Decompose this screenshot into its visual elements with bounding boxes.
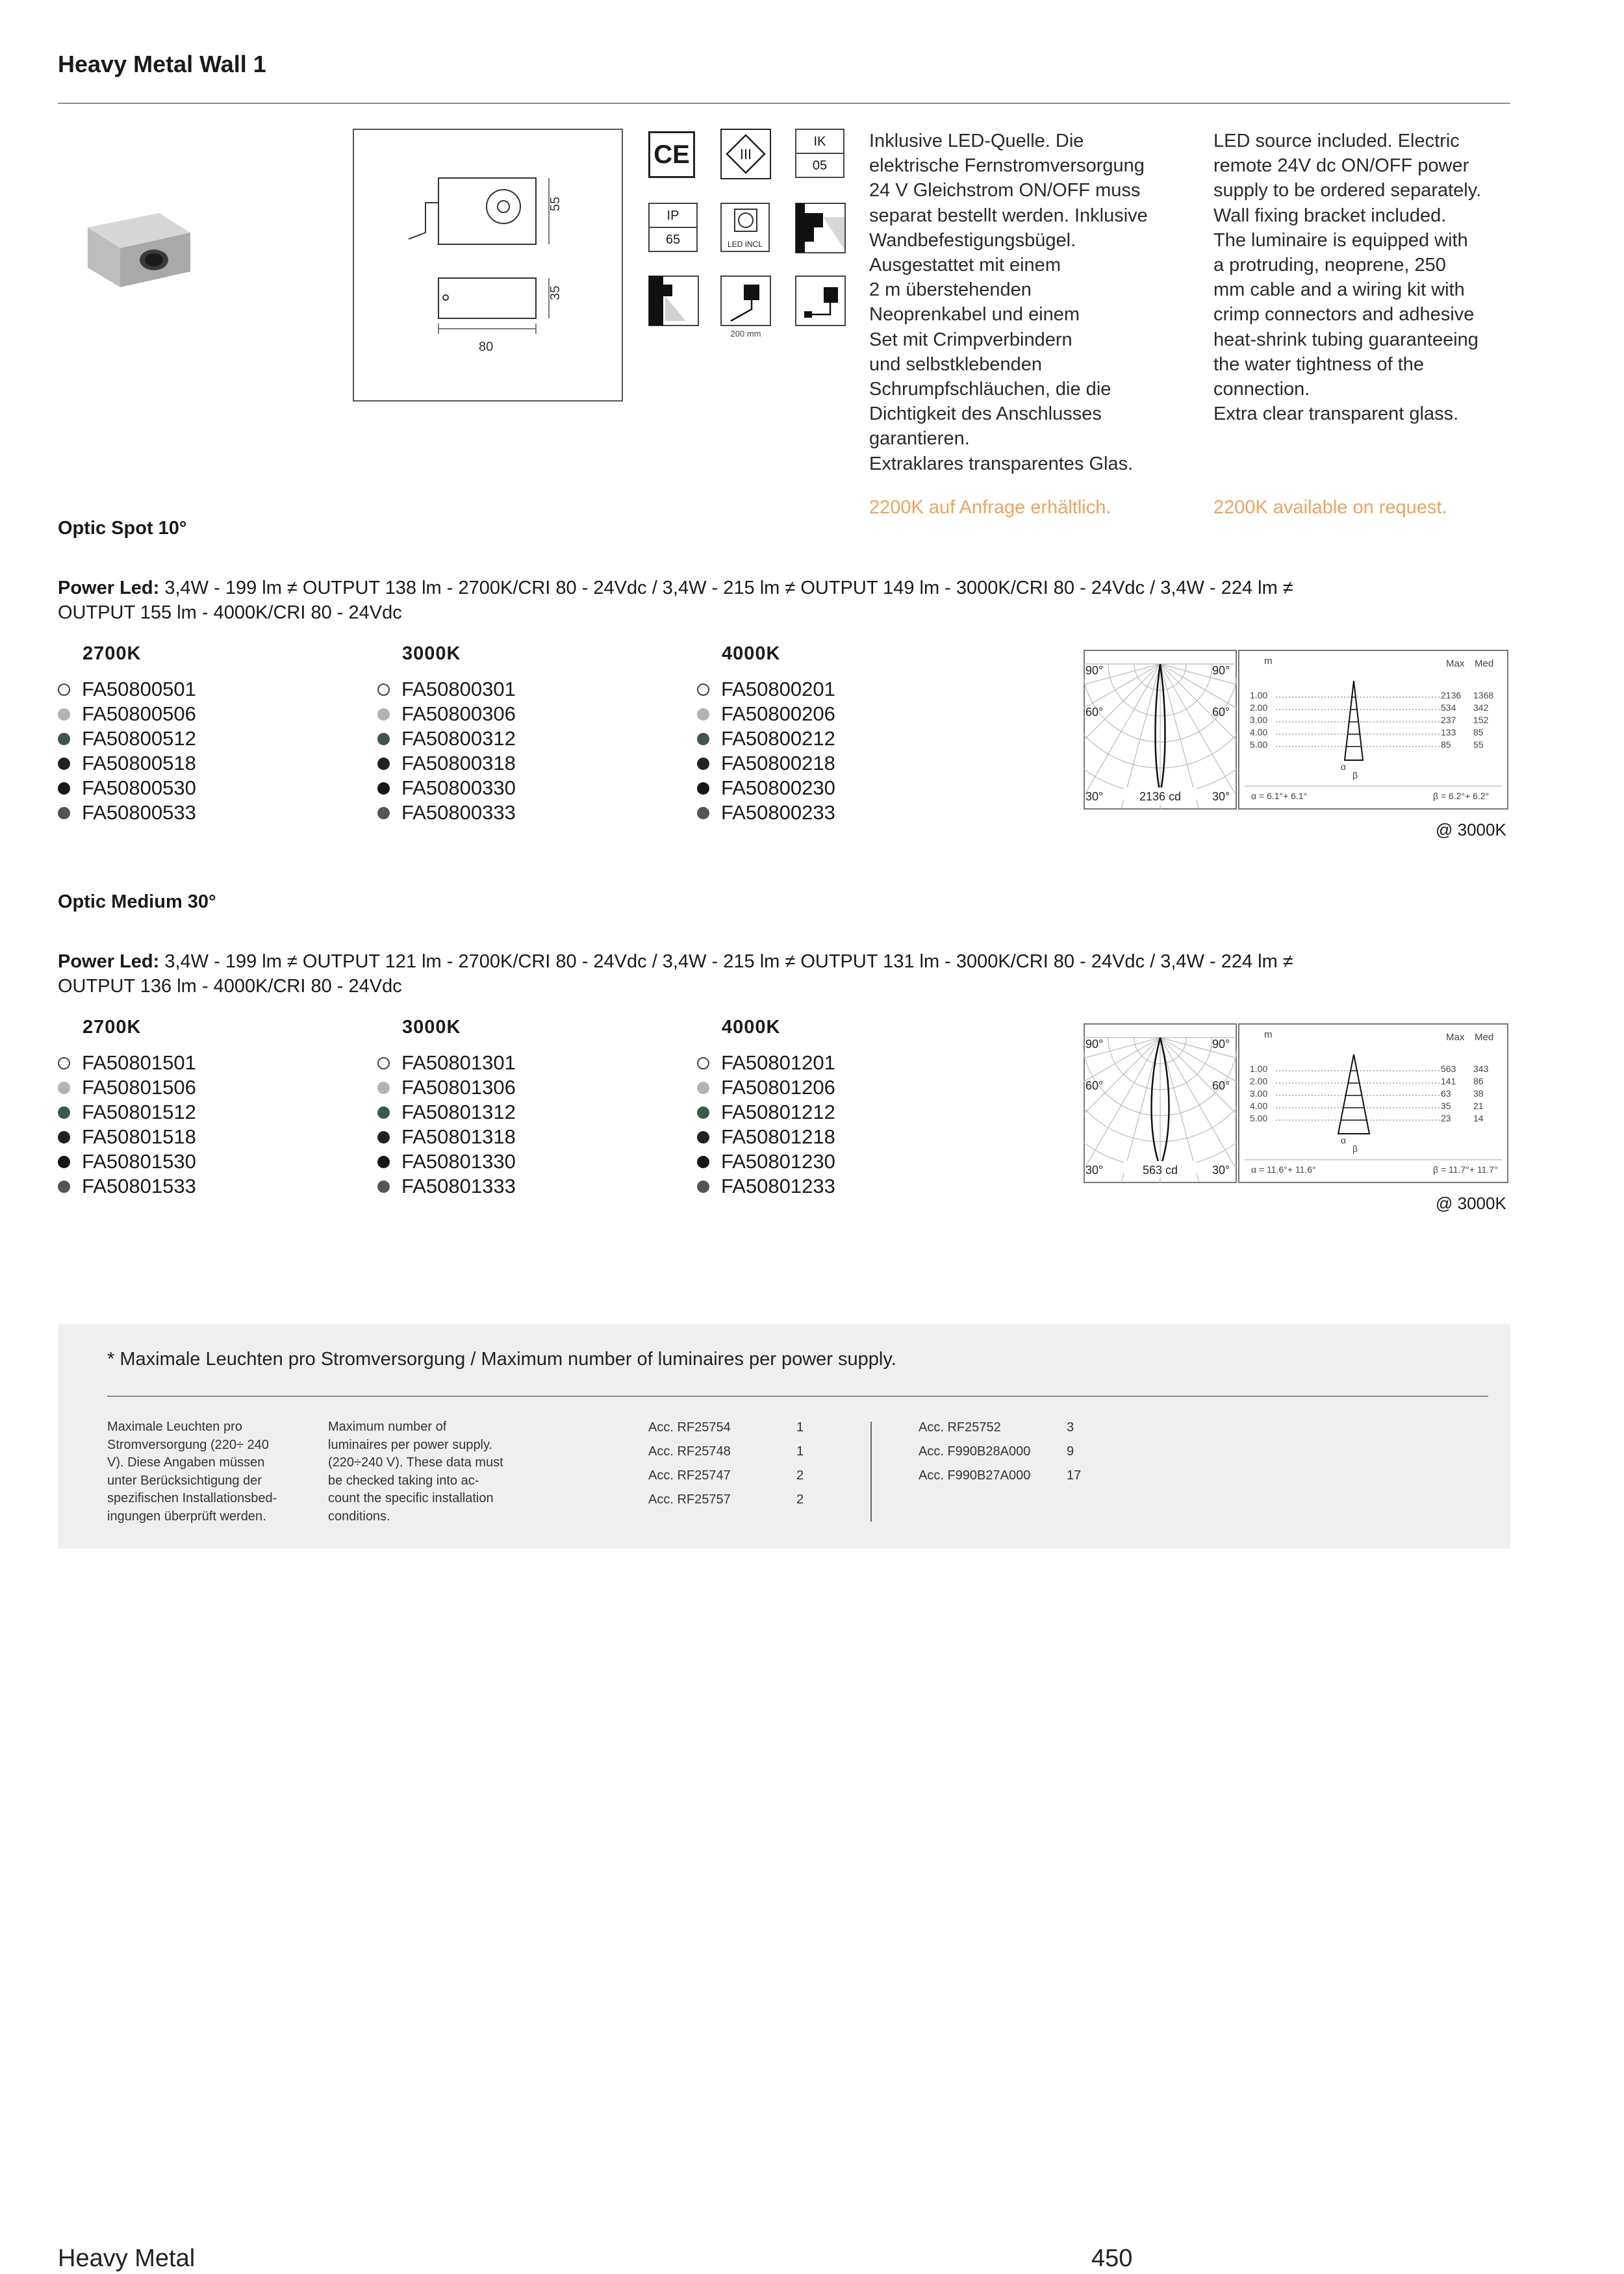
finish-color-dot	[697, 733, 709, 745]
table-frame	[1239, 650, 1508, 809]
ce-mark-icon	[648, 131, 695, 178]
finish-color-dot	[377, 758, 390, 770]
article-code: FA50800530	[82, 776, 196, 799]
power-led-label: Power Led:	[58, 951, 160, 972]
article-code-row	[58, 776, 196, 800]
article-code-row	[58, 1075, 196, 1100]
accessory-quantity: 1	[796, 1444, 804, 1459]
power-led-spec-cont: OUTPUT 155 lm - 4000K/CRI 80 - 24Vdc	[58, 602, 402, 623]
article-code: FA50800333	[401, 801, 516, 824]
finish-color-dot	[58, 1057, 70, 1069]
ik-rating-icon	[795, 129, 844, 178]
finish-color-dot	[697, 1082, 709, 1094]
angle-90-left-label: 90°	[1085, 1038, 1104, 1051]
article-code-row	[377, 702, 516, 726]
text-line: Set mit Crimpverbindern	[869, 329, 1072, 350]
article-code-row	[377, 1051, 516, 1075]
angle-90-right-label: 90°	[1212, 1038, 1230, 1051]
color-temp-heading: 4000K	[722, 643, 781, 664]
text-line: conditions.	[328, 1509, 390, 1524]
text-line: a protruding, neoprene, 250	[1213, 255, 1446, 276]
finish-color-dot	[697, 1057, 709, 1069]
alpha-angle: α = 6.1°+ 6.1°	[1251, 791, 1308, 801]
article-code-row	[58, 751, 196, 776]
finish-color-dot	[58, 1181, 70, 1193]
text-line: The luminaire is equipped with	[1213, 229, 1468, 251]
med-value: 152	[1473, 715, 1489, 725]
article-code: FA50801306	[401, 1076, 516, 1099]
text-line: ingungen überprüft werden.	[107, 1509, 266, 1524]
max-head: Max	[1446, 658, 1465, 669]
text-line: Wandbefestigungsbügel.	[869, 229, 1076, 251]
section-title: Optic Medium 30°	[58, 891, 216, 912]
text-line: V). Diese Angaben müssen	[107, 1455, 265, 1470]
accessory-list-right	[919, 1420, 1081, 1492]
text-line: Neoprenkabel und einem	[869, 304, 1080, 326]
max-value: 237	[1441, 715, 1456, 725]
power-led-line	[58, 949, 1506, 999]
max-value: 35	[1441, 1101, 1451, 1111]
finish-color-dot	[58, 807, 70, 819]
distance-value: 2.00	[1250, 1076, 1268, 1086]
distance-value: 5.00	[1250, 739, 1268, 750]
finish-color-dot	[58, 1131, 70, 1143]
finish-color-dot	[58, 733, 70, 745]
article-code-list	[58, 677, 196, 825]
color-temp-heading: 2700K	[82, 1017, 142, 1038]
power-led-spec: 3,4W - 199 lm ≠ OUTPUT 138 lm - 2700K/CRI 80 - 24Vdc / 3,4W - 215 lm ≠ OUTPUT 149 lm - 3000K/CRI 80 - 24Vdc / 3,4W - 224 lm ≠	[159, 578, 1293, 598]
max-value: 23	[1441, 1113, 1451, 1123]
article-code: FA50801330	[401, 1150, 516, 1173]
article-code-list	[377, 677, 516, 825]
article-code-row	[697, 776, 835, 800]
article-code: FA50801518	[82, 1125, 196, 1148]
distance-value: 4.00	[1250, 727, 1268, 737]
dim-width: 80	[479, 340, 494, 354]
max-value: 563	[1441, 1064, 1456, 1074]
cable-connection-icon	[795, 275, 846, 326]
med-value: 55	[1473, 739, 1484, 750]
accessory-list-left	[648, 1420, 804, 1516]
accessory-code: Acc. RF25747	[648, 1468, 731, 1483]
med-value: 86	[1473, 1076, 1484, 1086]
article-code-row	[697, 800, 835, 825]
text-line: garantieren.	[869, 428, 970, 450]
finish-color-dot	[58, 1082, 70, 1094]
finish-color-dot	[697, 758, 709, 770]
article-code-row	[377, 677, 516, 702]
accessory-quantity: 2	[796, 1492, 804, 1507]
finish-color-dot	[58, 1156, 70, 1168]
angle-60-right-label: 60°	[1212, 1079, 1230, 1092]
accessory-row	[648, 1420, 804, 1444]
article-code: FA50801218	[721, 1125, 835, 1148]
article-code-row	[58, 726, 196, 751]
distance-value: 3.00	[1250, 1088, 1268, 1099]
accessory-row	[648, 1492, 804, 1516]
article-code: FA50801201	[721, 1051, 835, 1074]
article-code: FA50801233	[721, 1175, 835, 1197]
accessory-quantity: 17	[1067, 1468, 1082, 1483]
angle-60-left-label: 60°	[1085, 706, 1104, 719]
angle-90-left-label: 90°	[1085, 664, 1104, 677]
led-included-icon	[720, 203, 770, 252]
text-line: spezifischen Installationsbed-	[107, 1491, 277, 1505]
led-incl-label: LED INCL	[727, 240, 763, 249]
power-supply-heading: * Maximale Leuchten pro Stromversorgung / Maximum number of luminaires per power supply.	[107, 1349, 896, 1370]
color-temp-heading: 3000K	[402, 643, 461, 664]
article-code: FA50801506	[82, 1076, 196, 1099]
finish-color-dot	[58, 708, 70, 721]
text-line: Maximum number of	[328, 1420, 447, 1434]
accessory-row	[919, 1420, 1081, 1444]
power-supply-note-en	[328, 1418, 536, 1526]
illuminance-table	[1238, 1023, 1508, 1183]
finish-color-dot	[697, 1181, 709, 1193]
article-code-row	[58, 1149, 196, 1174]
finish-color-dot	[377, 1131, 390, 1143]
alpha-angle: α = 11.6°+ 11.6°	[1251, 1164, 1316, 1175]
article-code-row	[697, 702, 835, 726]
article-code-row	[377, 726, 516, 751]
finish-color-dot	[377, 807, 390, 819]
article-code-row	[58, 800, 196, 825]
article-code-list	[377, 1051, 516, 1199]
technical-drawing	[353, 129, 623, 402]
header-divider	[58, 103, 1510, 104]
article-code-row	[377, 1100, 516, 1125]
finish-color-dot	[697, 807, 709, 819]
article-code-row	[377, 751, 516, 776]
finish-color-dot	[697, 1131, 709, 1143]
text-line: the water tightness of the	[1213, 353, 1425, 375]
alpha-symbol: α	[1341, 761, 1347, 772]
article-code-row	[58, 1100, 196, 1125]
article-code-row	[58, 702, 196, 726]
description-de	[869, 129, 1194, 476]
article-code: FA50800518	[82, 752, 196, 774]
text-line: luminaires per power supply.	[328, 1437, 493, 1452]
class-iii-icon	[720, 129, 771, 179]
max-value: 133	[1441, 727, 1456, 737]
article-code-row	[697, 726, 835, 751]
article-code-row	[697, 1051, 835, 1075]
distance-value: 5.00	[1250, 1113, 1268, 1123]
distance-value: 1.00	[1250, 1064, 1268, 1074]
article-code: FA50801530	[82, 1150, 196, 1173]
med-value: 38	[1473, 1088, 1484, 1099]
finish-color-dot	[377, 1181, 390, 1193]
text-line: heat-shrink tubing guaranteeing	[1213, 329, 1478, 350]
dim-height-top: 55	[548, 196, 563, 211]
polar-diagram	[1084, 1023, 1237, 1183]
peak-intensity-label: 563 cd	[1142, 1164, 1178, 1177]
text-line: LED source included. Electric	[1213, 131, 1460, 151]
angle-30-left-label: 30°	[1085, 1164, 1104, 1177]
angle-60-right-label: 60°	[1212, 706, 1230, 719]
accessory-quantity: 3	[1067, 1420, 1074, 1435]
distance-value: 3.00	[1250, 715, 1268, 725]
article-code: FA50801312	[401, 1101, 516, 1123]
finish-color-dot	[697, 782, 709, 795]
ip-rating-icon	[648, 203, 698, 252]
article-code: FA50800306	[401, 702, 516, 725]
led-chip-icon	[722, 204, 768, 238]
article-code-row	[377, 800, 516, 825]
finish-color-dot	[377, 1057, 390, 1069]
text-line: connection.	[1213, 379, 1310, 400]
power-led-spec-cont: OUTPUT 136 lm - 4000K/CRI 80 - 24Vdc	[58, 976, 402, 997]
text-line: Extra clear transparent glass.	[1213, 403, 1459, 425]
finish-color-dot	[377, 1106, 390, 1119]
article-code: FA50800312	[401, 727, 516, 750]
article-code-row	[697, 677, 835, 702]
article-code-row	[58, 1174, 196, 1199]
max-value: 63	[1441, 1088, 1451, 1099]
reference-temp-label: @ 3000K	[1436, 820, 1506, 839]
article-code: FA50800218	[721, 752, 835, 774]
accessory-code: Acc. RF25748	[648, 1444, 731, 1459]
accessory-row	[919, 1468, 1081, 1492]
text-line: Ausgestattet mit einem	[869, 255, 1061, 276]
article-code: FA50801501	[82, 1051, 196, 1074]
article-code-row	[58, 1125, 196, 1149]
finish-color-dot	[377, 782, 390, 795]
panel-divider	[107, 1396, 1488, 1397]
alpha-symbol: α	[1341, 1135, 1347, 1145]
page-title: Heavy Metal Wall 1	[58, 51, 266, 77]
finish-color-dot	[377, 683, 390, 696]
article-code-row	[697, 1125, 835, 1149]
med-value: 85	[1473, 727, 1484, 737]
text-line: und selbstklebenden	[869, 353, 1043, 375]
text-line: mm cable and a wiring kit with	[1213, 279, 1465, 301]
article-code-list	[697, 677, 835, 825]
accessory-code: Acc. RF25757	[648, 1492, 731, 1507]
article-code: FA50800212	[721, 727, 835, 750]
article-code: FA50801333	[401, 1175, 516, 1197]
article-code: FA50801512	[82, 1101, 196, 1123]
section-title: Optic Spot 10°	[58, 518, 187, 539]
text-line: remote 24V dc ON/OFF power	[1213, 155, 1469, 177]
color-temp-heading: 3000K	[402, 1017, 461, 1038]
med-head: Med	[1475, 658, 1494, 669]
power-led-spec: 3,4W - 199 lm ≠ OUTPUT 121 lm - 2700K/CRI 80 - 24Vdc / 3,4W - 215 lm ≠ OUTPUT 131 lm - 3000K/CRI 80 - 24Vdc / 3,4W - 224 lm ≠	[159, 951, 1293, 972]
article-code-row	[377, 1149, 516, 1174]
angle-90-right-label: 90°	[1212, 664, 1230, 677]
distance-value: 2.00	[1250, 702, 1268, 713]
accessory-row	[919, 1444, 1081, 1468]
article-code-row	[377, 1174, 516, 1199]
article-code: FA50801533	[82, 1175, 196, 1197]
power-supply-note-de	[107, 1418, 315, 1526]
power-led-line	[58, 576, 1506, 625]
article-code: FA50800330	[401, 776, 516, 799]
ip-value: 65	[665, 233, 681, 247]
article-code-row	[377, 1075, 516, 1100]
article-code: FA50801230	[721, 1150, 835, 1173]
finish-color-dot	[58, 1106, 70, 1119]
text-line: elektrische Fernstromversorgung	[869, 155, 1145, 177]
max-head: Max	[1446, 1032, 1465, 1043]
reference-temp-label: @ 3000K	[1436, 1194, 1506, 1213]
beta-symbol: β	[1352, 1143, 1358, 1154]
article-code-row	[377, 776, 516, 800]
ik-value: 05	[812, 159, 828, 173]
article-code-list	[58, 1051, 196, 1199]
page-number: 450	[1091, 2245, 1133, 2272]
accessory-code: Acc. F990B27A000	[919, 1468, 1031, 1483]
finish-color-dot	[58, 782, 70, 795]
finish-color-dot	[377, 733, 390, 745]
angle-30-right-label: 30°	[1212, 790, 1230, 803]
color-temp-heading: 4000K	[722, 1017, 781, 1038]
finish-color-dot	[697, 708, 709, 721]
article-code-row	[697, 751, 835, 776]
article-code: FA50800533	[82, 801, 196, 824]
accessory-code: Acc. F990B28A000	[919, 1444, 1031, 1459]
text-line: unter Berücksichtigung der	[107, 1473, 262, 1488]
polar-diagram	[1084, 650, 1237, 810]
med-value: 14	[1473, 1113, 1484, 1123]
med-value: 21	[1473, 1101, 1484, 1111]
article-code-row	[697, 1149, 835, 1174]
article-code: FA50800318	[401, 752, 516, 774]
cable-length-label: 200 mm	[730, 329, 761, 339]
med-value: 1368	[1473, 690, 1494, 700]
power-led-label: Power Led:	[58, 578, 160, 598]
article-code: FA50800512	[82, 727, 196, 750]
text-line: 24 V Gleichstrom ON/OFF muss	[869, 180, 1141, 201]
text-line: separat bestellt werden. Inklusive	[869, 205, 1148, 226]
accessory-row	[648, 1468, 804, 1492]
note-2200k-de: 2200K auf Anfrage erhältlich.	[869, 497, 1111, 518]
article-code-row	[697, 1100, 835, 1125]
article-code-row	[697, 1075, 835, 1100]
product-image	[81, 208, 195, 292]
distance-unit: m	[1264, 1029, 1273, 1040]
finish-color-dot	[58, 683, 70, 696]
table-frame	[1239, 1024, 1508, 1182]
beta-symbol: β	[1352, 770, 1358, 780]
angle-30-left-label: 30°	[1085, 790, 1104, 803]
text-line: Wall fixing bracket included.	[1213, 205, 1447, 226]
finish-color-dot	[697, 683, 709, 696]
illuminance-table	[1238, 650, 1508, 810]
text-line: Maximale Leuchten pro	[107, 1420, 242, 1434]
article-code-list	[697, 1051, 835, 1199]
article-code-row	[377, 1125, 516, 1149]
article-code: FA50801206	[721, 1076, 835, 1099]
finish-color-dot	[377, 1082, 390, 1094]
peak-intensity-label: 2136 cd	[1139, 790, 1182, 803]
accessory-code: Acc. RF25754	[648, 1420, 731, 1435]
max-value: 534	[1441, 702, 1456, 713]
beta-angle: β = 6.2°+ 6.2°	[1433, 791, 1490, 801]
cable-exit-icon	[720, 275, 771, 326]
light-distribution-icon	[648, 275, 699, 326]
article-code: FA50801212	[721, 1101, 835, 1123]
text-line: be checked taking into ac-	[328, 1473, 479, 1488]
text-line: Inklusive LED-Quelle. Die	[869, 131, 1084, 151]
ip-label: IP	[650, 204, 696, 228]
footer-section-name: Heavy Metal	[58, 2245, 196, 2272]
article-code: FA50800230	[721, 776, 835, 799]
article-code: FA50800301	[401, 678, 516, 700]
class-label: III	[739, 146, 752, 162]
med-value: 343	[1473, 1064, 1489, 1074]
text-line: (220÷240 V). These data must	[328, 1455, 503, 1470]
finish-color-dot	[377, 708, 390, 721]
finish-color-dot	[697, 1156, 709, 1168]
distance-value: 1.00	[1250, 690, 1268, 700]
article-code: FA50801318	[401, 1125, 516, 1148]
accessory-code: Acc. RF25752	[919, 1420, 1001, 1435]
description-en	[1213, 129, 1525, 426]
finish-color-dot	[58, 758, 70, 770]
text-line: Schrumpfschläuchen, die die	[869, 379, 1111, 400]
note-2200k-en: 2200K available on request.	[1213, 497, 1447, 518]
dim-height-bottom: 35	[548, 285, 563, 300]
distance-unit: m	[1264, 656, 1273, 667]
accessory-divider	[870, 1422, 872, 1522]
text-line: supply to be ordered separately.	[1213, 180, 1482, 201]
accessory-quantity: 1	[796, 1420, 804, 1435]
angle-60-left-label: 60°	[1085, 1079, 1104, 1092]
finish-color-dot	[697, 1106, 709, 1119]
ce-label: CE	[653, 140, 690, 169]
max-value: 141	[1441, 1076, 1456, 1086]
text-line: Dichtigkeit des Anschlusses	[869, 403, 1102, 425]
distance-value: 4.00	[1250, 1101, 1268, 1111]
article-code: FA50800501	[82, 678, 196, 700]
wall-mount-icon	[795, 203, 846, 253]
article-code: FA50800506	[82, 702, 196, 725]
text-line: crimp connectors and adhesive	[1213, 304, 1475, 326]
dimension-drawing	[354, 130, 622, 400]
angle-30-right-label: 30°	[1212, 1164, 1230, 1177]
accessory-quantity: 9	[1067, 1444, 1074, 1459]
article-code: FA50801301	[401, 1051, 516, 1074]
med-value: 342	[1473, 702, 1489, 713]
text-line: 2 m überstehenden	[869, 279, 1032, 301]
max-value: 2136	[1441, 690, 1462, 700]
finish-color-dot	[377, 1156, 390, 1168]
article-code: FA50800201	[721, 678, 835, 700]
article-code-row	[697, 1174, 835, 1199]
ik-label: IK	[796, 130, 843, 154]
text-line: count the specific installation	[328, 1491, 494, 1505]
max-value: 85	[1441, 739, 1451, 750]
text-line: Stromversorgung (220÷ 240	[107, 1437, 269, 1452]
med-head: Med	[1475, 1032, 1494, 1043]
accessory-quantity: 2	[796, 1468, 804, 1483]
article-code-row	[58, 1051, 196, 1075]
beta-angle: β = 11.7°+ 11.7°	[1433, 1164, 1498, 1175]
article-code: FA50800206	[721, 702, 835, 725]
article-code: FA50800233	[721, 801, 835, 824]
text-line: Extraklares transparentes Glas.	[869, 453, 1134, 474]
article-code-row	[58, 677, 196, 702]
accessory-row	[648, 1444, 804, 1468]
color-temp-heading: 2700K	[82, 643, 142, 664]
